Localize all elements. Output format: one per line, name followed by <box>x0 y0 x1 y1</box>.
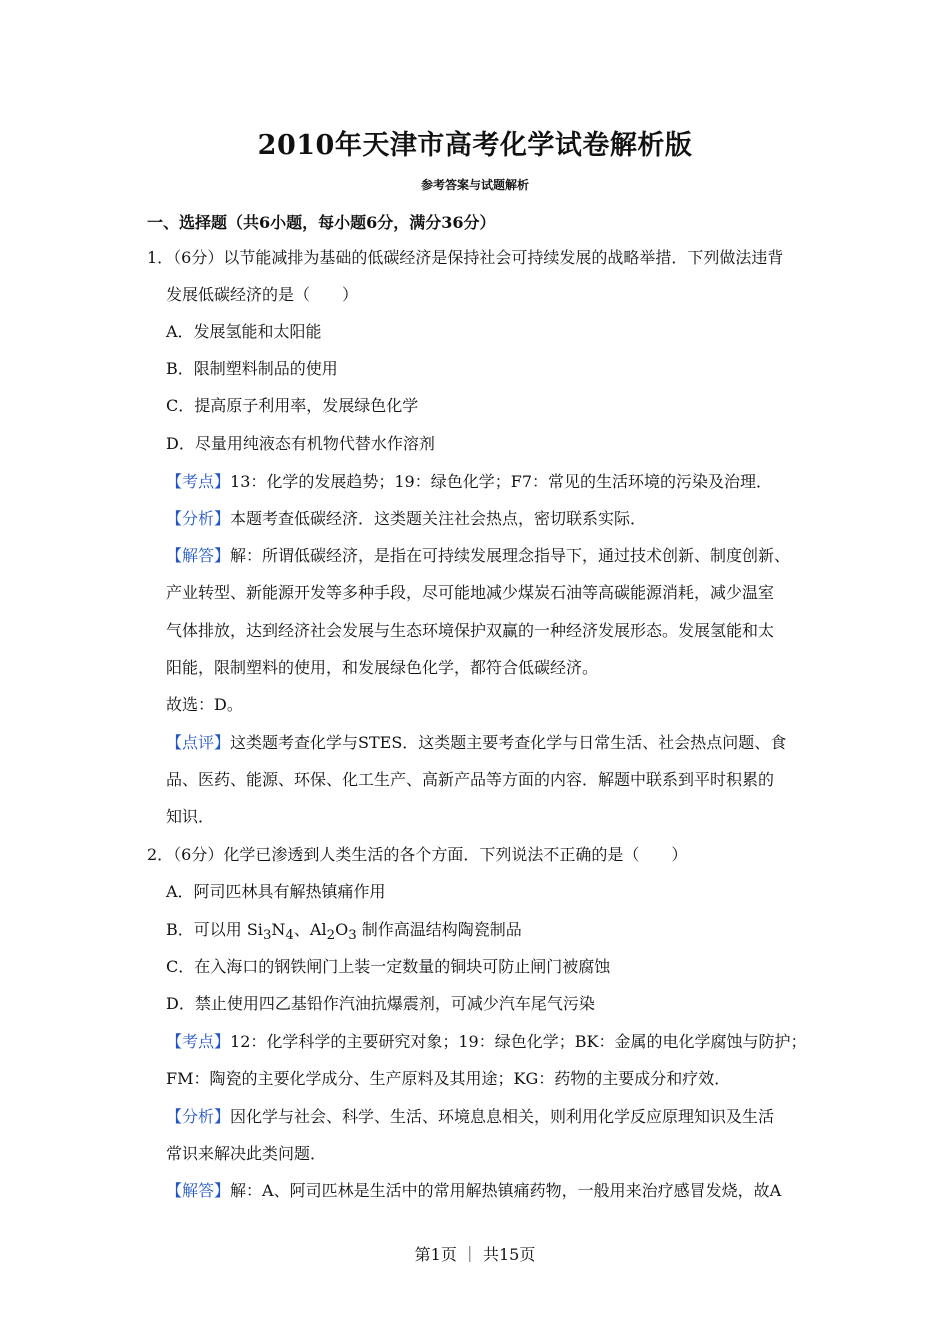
q2-option-d: D．禁止使用四乙基铅作汽油抗爆震剂，可减少汽车尾气污染 <box>166 994 595 1013</box>
dianping-text: 这类题考查化学与STES．这类题主要考查化学与日常生活、社会热点问题、食 <box>230 733 787 752</box>
fenxi-tag: 【分析】 <box>166 509 231 528</box>
q2-kaodian-line2: FM：陶瓷的主要化学成分、生产原料及其用途；KG：药物的主要成分和疗效． <box>166 1069 731 1088</box>
q1-stem-line1: 1．（6分）以节能减排为基础的低碳经济是保持社会可持续发展的战略举措．下列做法违背 <box>147 248 784 267</box>
formula-part: 、Al <box>293 920 327 939</box>
jieda-tag: 【解答】 <box>166 1181 231 1200</box>
section-heading: 一、选择题（共6小题，每小题6分，满分36分） <box>147 213 496 232</box>
q1-option-c: C．提高原子利用率，发展绿色化学 <box>166 396 419 415</box>
kaodian-tag: 【考点】 <box>166 1032 231 1051</box>
q1-answer: 故选：D。 <box>166 695 243 714</box>
q1-option-b: B．限制塑料制品的使用 <box>166 359 338 378</box>
q1-stem-line2: 发展低碳经济的是（ ） <box>166 285 359 304</box>
fenxi-text: 因化学与社会、科学、生活、环境息息相关，则利用化学反应原理知识及生活 <box>230 1107 775 1126</box>
jieda-text: 解：所谓低碳经济，是指在可持续发展理念指导下，通过技术创新、制度创新、 <box>230 546 791 565</box>
fenxi-text: 本题考查低碳经济．这类题关注社会热点，密切联系实际． <box>230 509 647 528</box>
page-footer: 第1页 ｜ 共15页 <box>414 1245 536 1264</box>
page-subtitle: 参考答案与试题解析 <box>420 178 529 192</box>
kaodian-text: 12：化学科学的主要研究对象；19：绿色化学；BK：金属的电化学腐蚀与防护； <box>230 1032 807 1051</box>
page-title: 2010年天津市高考化学试卷解析版 <box>257 130 693 161</box>
q1-dianping-line2: 品、医药、能源、环保、化工生产、高新产品等方面的内容．解题中联系到平时积累的 <box>166 770 775 789</box>
q2-option-a: A．阿司匹林具有解热镇痛作用 <box>166 882 386 901</box>
fenxi-tag: 【分析】 <box>166 1107 231 1126</box>
dianping-tag: 【点评】 <box>166 733 231 752</box>
kaodian-tag: 【考点】 <box>166 472 231 491</box>
jieda-tag: 【解答】 <box>166 546 231 565</box>
jieda-text: 解：A、阿司匹林是生活中的常用解热镇痛药物，一般用来治疗感冒发烧，故A <box>230 1181 782 1200</box>
q2-kaodian-line1 <box>166 1031 806 1053</box>
subscript: 3 <box>348 928 357 944</box>
q1-dianping-line1 <box>166 732 786 754</box>
q1-option-d: D．尽量用纯液态有机物代替水作溶剂 <box>166 434 435 453</box>
formula-part: O <box>335 920 349 939</box>
subscript: 4 <box>285 928 294 944</box>
q2-option-b-rest: 制作高温结构陶瓷制品 <box>356 920 522 939</box>
formula-part: N <box>271 920 286 939</box>
q1-fenxi <box>166 508 646 530</box>
q2-jieda-line1 <box>166 1180 781 1202</box>
q2-option-c: C．在入海口的钢铁闸门上装一定数量的铜块可防止闸门被腐蚀 <box>166 957 611 976</box>
q2-fenxi-line2: 常识来解决此类问题． <box>166 1144 327 1163</box>
subscript: 2 <box>326 928 336 944</box>
q1-jieda-line4: 阳能，限制塑料的使用，和发展绿色化学，都符合低碳经济。 <box>166 658 599 677</box>
kaodian-text: 13：化学的发展趋势；19：绿色化学；F7：常见的生活环境的污染及治理． <box>230 472 773 491</box>
q2-fenxi-line1 <box>166 1106 774 1128</box>
q1-kaodian <box>166 471 772 493</box>
subscript: 3 <box>262 928 272 944</box>
q1-jieda-line1 <box>166 545 790 567</box>
q1-option-a: A．发展氢能和太阳能 <box>166 322 322 341</box>
q1-dianping-line3: 知识． <box>166 807 215 826</box>
q1-jieda-line2: 产业转型、新能源开发等多种手段，尽可能地减少煤炭石油等高碳能源消耗，减少温室 <box>166 583 775 602</box>
q2-option-b-text: B．可以用 Si <box>166 920 263 939</box>
q2-option-b <box>166 919 522 947</box>
q1-jieda-line3: 气体排放，达到经济社会发展与生态环境保护双赢的一种经济发展形态。发展氢能和太 <box>166 621 775 640</box>
q2-stem: 2．（6分）化学已渗透到人类生活的各个方面．下列说法不正确的是（ ） <box>147 845 688 864</box>
